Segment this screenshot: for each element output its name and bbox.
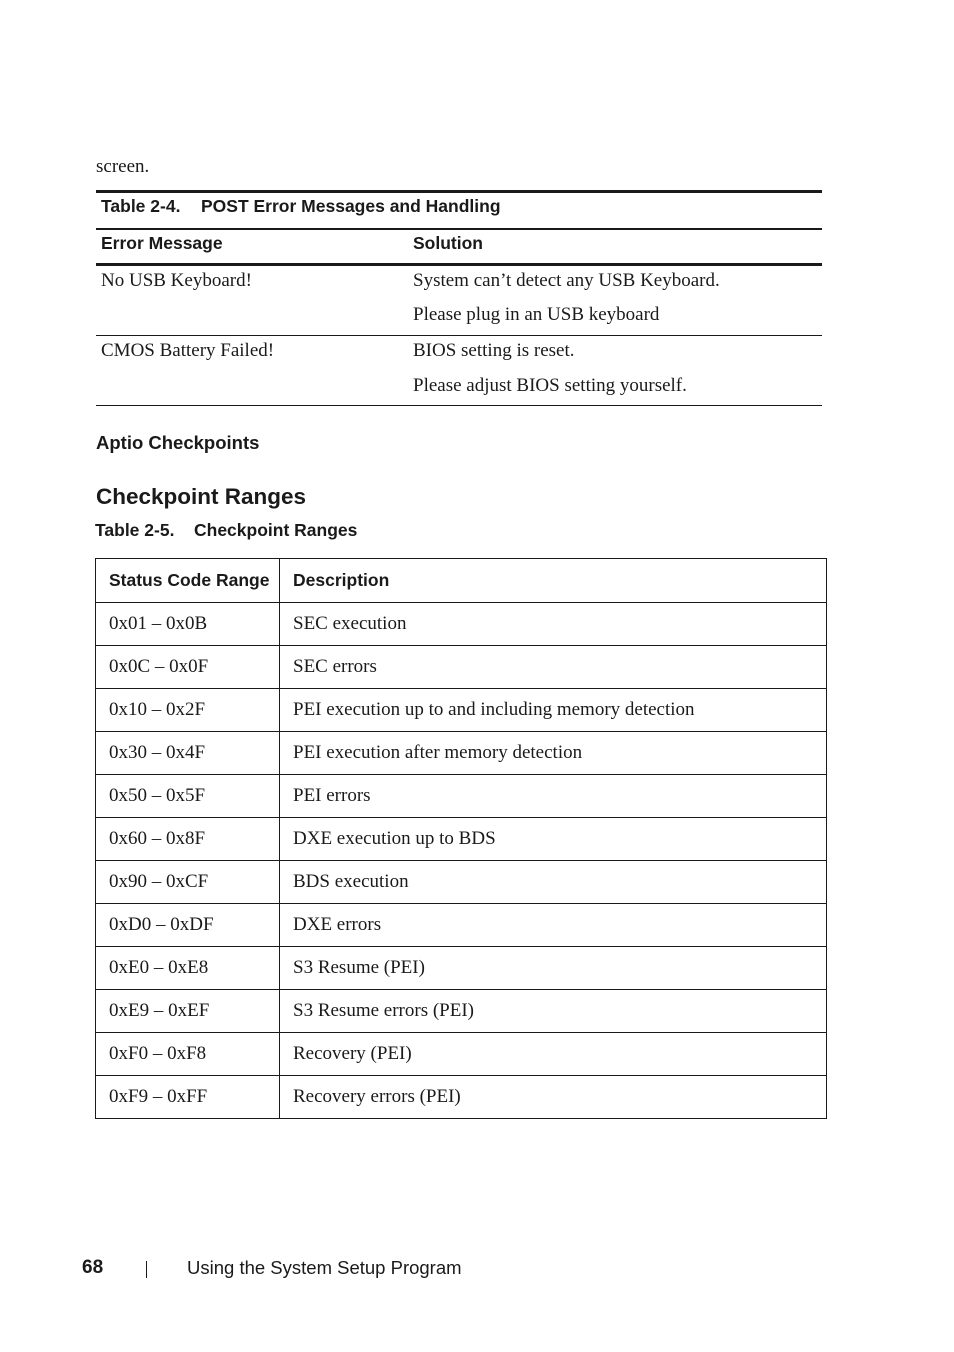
footer-separator (146, 1261, 147, 1278)
table-2-4-row-1-solution-line-2: Please plug in an USB keyboard (413, 304, 660, 325)
status-code-range: 0x10 – 0x2F (96, 689, 280, 732)
table-row (96, 861, 827, 904)
description: S3 Resume errors (PEI) (280, 990, 827, 1033)
aptio-checkpoints-heading: Aptio Checkpoints (96, 432, 260, 453)
table-2-5-number: Table 2-5. (95, 520, 175, 540)
status-code-range: 0x50 – 0x5F (96, 775, 280, 818)
description: Recovery errors (PEI) (280, 1076, 827, 1119)
description: Recovery (PEI) (280, 1033, 827, 1076)
status-code-range: 0xD0 – 0xDF (96, 904, 280, 947)
table-2-4-row-2-solution-line-2: Please adjust BIOS setting yourself. (413, 375, 687, 396)
table-header-row (96, 559, 827, 603)
description: DXE execution up to BDS (280, 818, 827, 861)
table-row (96, 904, 827, 947)
description: PEI execution up to and including memory detection (280, 689, 827, 732)
description: SEC errors (280, 646, 827, 689)
description: PEI errors (280, 775, 827, 818)
table-row (96, 646, 827, 689)
table-row (96, 990, 827, 1033)
checkpoint-ranges-table (95, 558, 827, 1119)
table-2-4-header-top-rule (96, 228, 822, 230)
table-row (96, 775, 827, 818)
table-2-4-row-2-message: CMOS Battery Failed! (101, 340, 275, 361)
header-description: Description (280, 559, 827, 603)
table-2-4-row-1-message: No USB Keyboard! (101, 270, 252, 291)
header-status-code-range: Status Code Range (96, 559, 280, 603)
status-code-range: 0x90 – 0xCF (96, 861, 280, 904)
status-code-range: 0x60 – 0x8F (96, 818, 280, 861)
table-2-4-row-1-solution-line-1: System can’t detect any USB Keyboard. (413, 270, 720, 291)
table-row (96, 689, 827, 732)
intro-text: screen. (96, 156, 150, 177)
status-code-range: 0x0C – 0x0F (96, 646, 280, 689)
description: BDS execution (280, 861, 827, 904)
checkpoint-ranges-heading: Checkpoint Ranges (96, 484, 307, 509)
table-2-4-top-rule (96, 190, 822, 193)
table-2-4-title: POST Error Messages and Handling (201, 196, 501, 216)
table-row (96, 1076, 827, 1119)
table-2-4-header-solution: Solution (413, 233, 483, 253)
table-row (96, 818, 827, 861)
table-row (96, 947, 827, 990)
table-row (96, 1033, 827, 1076)
table-2-4-header-error-message: Error Message (101, 233, 223, 253)
table-2-5-title: Checkpoint Ranges (194, 520, 358, 540)
description: PEI execution after memory detection (280, 732, 827, 775)
table-2-4-row-2-solution-line-1: BIOS setting is reset. (413, 340, 575, 361)
description: S3 Resume (PEI) (280, 947, 827, 990)
table-row (96, 603, 827, 646)
status-code-range: 0xE0 – 0xE8 (96, 947, 280, 990)
status-code-range: 0xF0 – 0xF8 (96, 1033, 280, 1076)
table-2-4-bottom-rule (96, 405, 822, 406)
table-row (96, 732, 827, 775)
status-code-range: 0x01 – 0x0B (96, 603, 280, 646)
status-code-range: 0xF9 – 0xFF (96, 1076, 280, 1119)
page-number: 68 (82, 1257, 104, 1278)
description: DXE errors (280, 904, 827, 947)
table-2-4-caption (101, 196, 501, 217)
footer-chapter-title: Using the System Setup Program (187, 1257, 462, 1278)
status-code-range: 0xE9 – 0xEF (96, 990, 280, 1033)
table-2-5-caption (95, 520, 357, 541)
table-2-4-number: Table 2-4. (101, 196, 181, 216)
description: SEC execution (280, 603, 827, 646)
status-code-range: 0x30 – 0x4F (96, 732, 280, 775)
